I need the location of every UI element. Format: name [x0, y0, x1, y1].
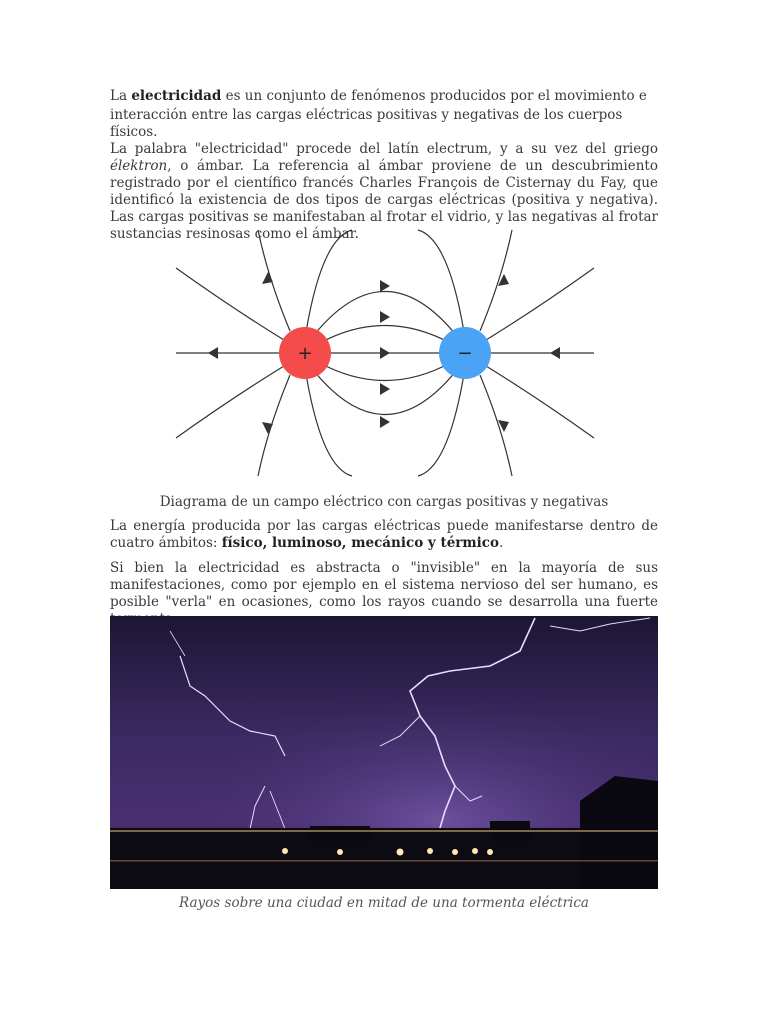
energy-text: La energía producida por las cargas eléctricas puede manifestarse dentro de cuatro ámbitos:: [110, 518, 658, 551]
paragraph-intro: [110, 88, 658, 141]
field-arc-lower-3a: [306, 374, 352, 476]
field-arc-lower-1: [320, 363, 450, 381]
field-arc-upper-3a: [306, 230, 352, 332]
city-ground: [110, 828, 658, 889]
photo-caption: Rayos sobre una ciudad en mitad de una tormenta eléctrica: [179, 895, 589, 911]
light-4: [427, 848, 433, 854]
electric-field-diagram: [172, 228, 597, 478]
light-7: [487, 849, 493, 855]
lightning-photo: [110, 616, 658, 889]
road-light-strip: [110, 860, 658, 862]
etymology-text-b: , o ámbar. La referencia al ámbar proviene de un descubrimiento registrado por el científico francés Charles François de Cisternay du Fay, que identificó la existencia de dos tipos de cargas eléctricas (positiva y negativa). Las cargas positivas se manifestaban al frotar el vidrio, y las negativas al frotar sustancias resinosas como el ámbar.: [110, 158, 658, 242]
paragraph-energy: [110, 518, 658, 552]
arrow-left-up: [262, 272, 273, 284]
paragraph-visible: Si bien la electricidad es abstracta o "invisible" en la mayoría de sus manifestaciones, como por ejemplo en el sistema nervioso del ser humano, es posible "verla" en ocasiones, como los rayos cuando se desarrolla una fuerte: [110, 560, 658, 610]
building-2: [310, 826, 370, 841]
light-2: [337, 849, 343, 855]
house-silhouette: [580, 776, 658, 889]
field-arc-lower-3b: [418, 374, 464, 476]
light-3: [397, 849, 404, 856]
arrow-lower-arc-2: [380, 416, 390, 428]
field-arc-lower-2: [314, 371, 456, 415]
energy-fields: físico, luminoso, mecánico y térmico: [221, 535, 500, 551]
intro-line2: interacción entre las cargas eléctricas positivas y negativas de los cuerpos físicos.: [110, 107, 623, 140]
arrow-upper-arc-2: [380, 280, 390, 292]
document-body: [110, 88, 658, 243]
arrow-lower-arc: [380, 383, 390, 395]
term-elektron: élektron: [110, 158, 168, 174]
field-line-left-up-2: [258, 230, 290, 331]
arrow-right-axis: [550, 347, 560, 359]
light-5: [452, 849, 458, 855]
intro-line1: es un conjunto de fenómenos producidos por el movimiento e: [221, 88, 647, 104]
energy-period: .: [499, 535, 504, 551]
arrow-center-axis: [380, 347, 390, 359]
arrow-left-down: [262, 422, 273, 434]
field-arc-upper-3b: [418, 230, 464, 332]
positive-symbol: +: [297, 343, 313, 364]
term-electricidad: electricidad: [131, 88, 222, 104]
arrow-upper-arc: [380, 311, 390, 323]
etymology-text-a: La palabra "electricidad" procede del latín electrum, y a su vez del griego: [110, 141, 658, 157]
field-arc-upper-1: [320, 326, 450, 344]
field-line-left-down-2: [258, 375, 290, 476]
field-arc-upper-2: [314, 292, 456, 336]
diagram-caption: Diagrama de un campo eléctrico con cargas positivas y negativas: [159, 494, 609, 510]
city-light-strip: [110, 830, 658, 832]
arrow-left-axis: [208, 347, 218, 359]
light-6: [472, 848, 478, 854]
light-1: [282, 848, 288, 854]
intro-prefix: La: [110, 88, 132, 104]
negative-symbol: −: [457, 343, 473, 364]
